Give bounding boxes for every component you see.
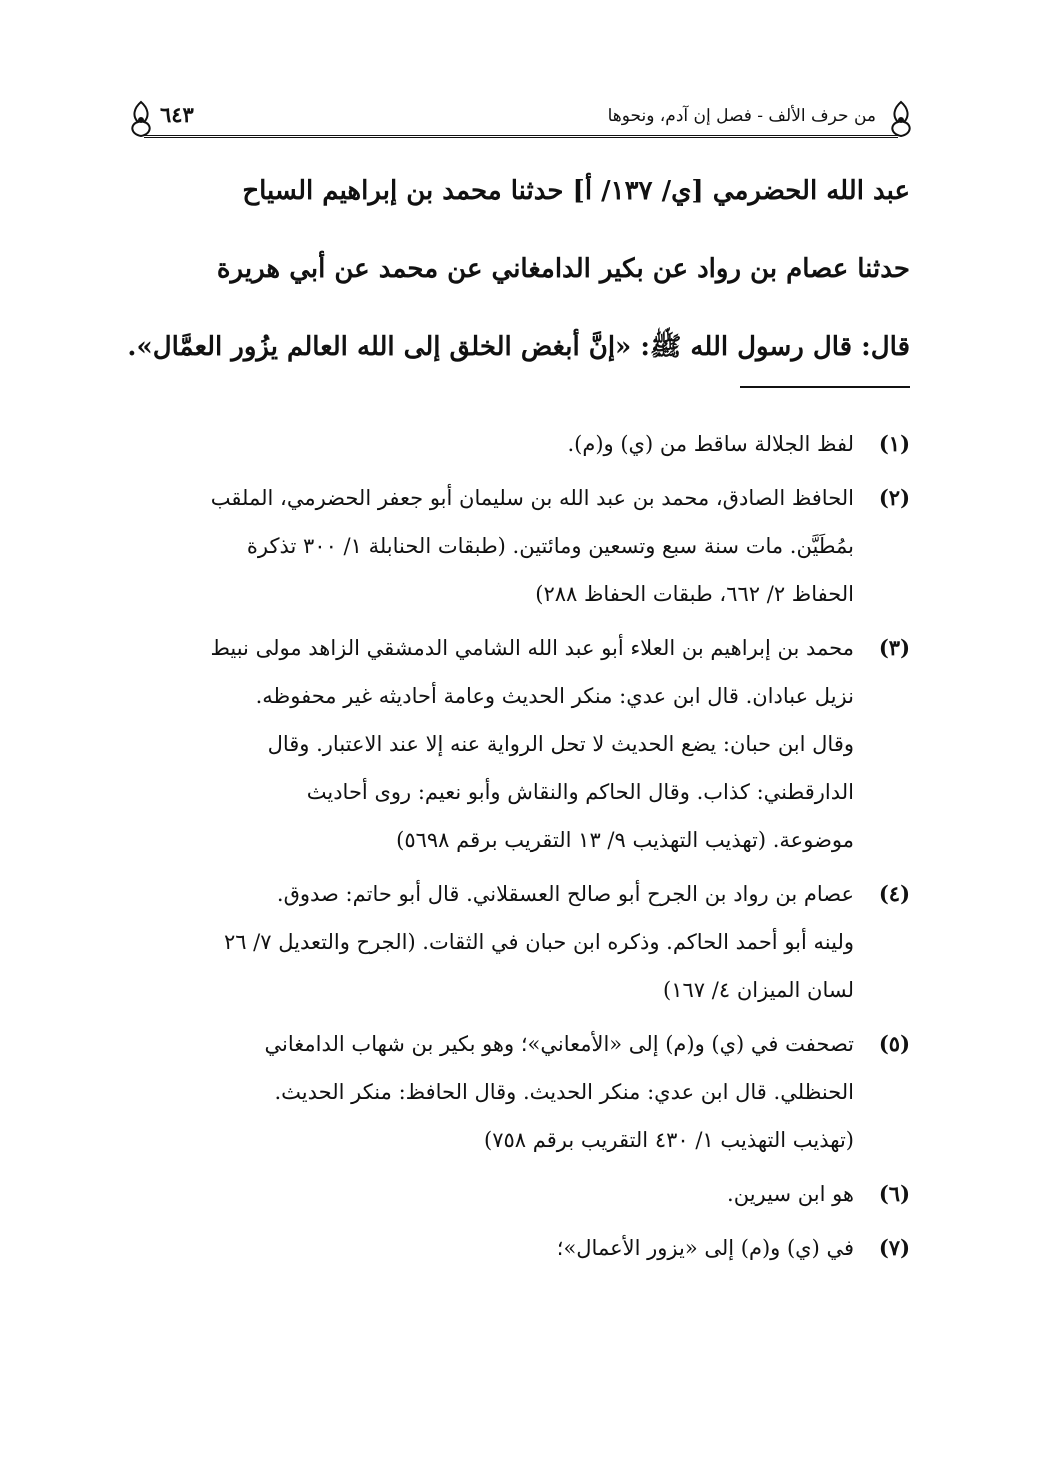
header-rule xyxy=(144,135,898,138)
footnote-body xyxy=(132,420,854,468)
footnotes xyxy=(132,420,910,1278)
footnote-line: وقال ابن حبان: يضع الحديث لا تحل الرواية عنه إلا عند الاعتبار. وقال xyxy=(267,732,854,756)
main-line-1 xyxy=(132,152,910,230)
footnote-line: الحنظلي. قال ابن عدي: منكر الحديث. وقال الحافظ: منكر الحديث. xyxy=(274,1080,854,1104)
ornament-left-icon xyxy=(126,100,156,138)
footnote xyxy=(132,474,910,618)
footnote-line: في (ي) و(م) إلى «يزور الأعمال»؛ xyxy=(556,1236,854,1260)
footnote-number: (٣) xyxy=(878,635,910,660)
running-title: من حرف الألف - فصل إن آدم، ونحوها xyxy=(607,106,876,126)
footnote-number: (٤) xyxy=(878,881,910,906)
footnote-line: محمد بن إبراهيم بن العلاء أبو عبد الله الشامي الدمشقي الزاهد مولى نبيط xyxy=(210,636,854,660)
footnote-line: لفظ الجلالة ساقط من (ي) و(م). xyxy=(567,432,854,456)
footnote-line: هو ابن سيرين. xyxy=(727,1182,854,1206)
footnote-line: ولينه أبو أحمد الحاكم. وذكره ابن حبان في الثقات. (الجرح والتعديل ٧/ ٢٦ xyxy=(223,930,854,954)
footnote-number: (٧) xyxy=(878,1235,910,1260)
main-line-3-text: قال: قال رسول الله ﷺ: «إنَّ أبغض الخلق إلى الله العالم يزُور العمَّال». xyxy=(127,332,910,362)
footnote-line: لسان الميزان ٤/ ١٦٧) xyxy=(663,978,854,1002)
footnote xyxy=(132,1224,910,1272)
footnote-number: (١) xyxy=(878,431,910,456)
footnote xyxy=(132,1020,910,1164)
footnote-line: بمُطَيَّن. مات سنة سبع وتسعين ومائتين. (طبقات الحنابلة ١/ ٣٠٠ تذكرة xyxy=(246,534,854,558)
running-header xyxy=(132,96,910,142)
footnote-number: (٢) xyxy=(878,485,910,510)
main-line-2-text: حدثنا عصام بن رواد عن بكير الدامغاني عن محمد عن أبي هريرة xyxy=(216,254,910,284)
footnote xyxy=(132,420,910,468)
footnote-number: (٥) xyxy=(878,1031,910,1056)
footnote xyxy=(132,624,910,864)
footnote-number: (٦) xyxy=(878,1181,910,1206)
main-text xyxy=(127,152,910,386)
footnote-line: عصام بن رواد بن الجرح أبو صالح العسقلاني. قال أبو حاتم: صدوق. xyxy=(276,882,854,906)
main-line-3 xyxy=(127,308,910,386)
footnote-line: تصحفت في (ي) و(م) إلى «الأمعاني»؛ وهو بكير بن شهاب الدامغاني xyxy=(264,1032,854,1056)
footnote-body xyxy=(132,1170,854,1218)
footnote xyxy=(132,1170,910,1218)
footnote-line: نزيل عبادان. قال ابن عدي: منكر الحديث وعامة أحاديثه غير محفوظه. xyxy=(255,684,854,708)
footnote-body xyxy=(132,624,854,864)
footnote-line: موضوعة. (تهذيب التهذيب ٩/ ١٣ التقريب برقم ٥٦٩٨) xyxy=(396,828,854,852)
page-number: ٦٤٣ xyxy=(160,102,194,127)
main-line-1-text: عبد الله الحضرمي [ي/ ١٣٧/ أ] حدثنا محمد بن إبراهيم السياح xyxy=(242,176,910,206)
ornament-right-icon xyxy=(886,100,916,138)
footnote-separator xyxy=(740,386,910,388)
footnote xyxy=(132,870,910,1014)
footnote-body xyxy=(132,1224,854,1272)
footnote-line: الحافظ الصادق، محمد بن عبد الله بن سليمان أبو جعفر الحضرمي، الملقب xyxy=(210,486,854,510)
footnote-line: (تهذيب التهذيب ١/ ٤٣٠ التقريب برقم ٧٥٨) xyxy=(484,1128,854,1152)
main-line-2 xyxy=(132,230,910,308)
footnote-line: الدارقطني: كذاب. وقال الحاكم والنقاش وأبو نعيم: روى أحاديث xyxy=(306,780,854,804)
footnote-body xyxy=(132,474,854,618)
footnote-body xyxy=(132,870,854,1014)
footnote-line: الحفاظ ٢/ ٦٦٢، طبقات الحفاظ ٢٨٨) xyxy=(535,582,854,606)
footnote-body xyxy=(132,1020,854,1164)
